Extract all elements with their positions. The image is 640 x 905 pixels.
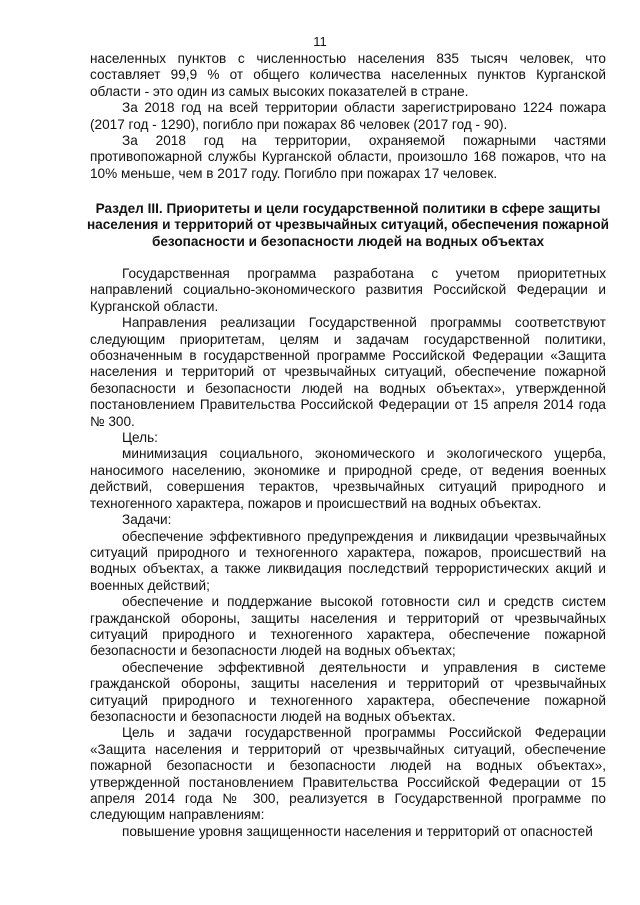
label-goal: Цель: xyxy=(122,430,158,446)
paragraph-task-2: обеспечение и поддержание высокой готовности сил и средств систем гражданской обороны, защиты населения и территорий от чрезвычайных ситуаций природного и техногенного характера, обеспечение пожарной безопасности и безопасности людей на водных объектах; xyxy=(90,594,606,659)
paragraph-implementation: Цель и задачи государственной программы Российской Федерации «Защита населения и территорий от чрезвычайных ситуаций, обеспечение пожарной безопасности и безопасности людей на водных объектах», утвержденной постановлением Правительства Российской Федерации от 15 апреля 2014 года № 300, реализуется в Государственной программе по следующим направлениям: xyxy=(90,725,606,823)
paragraph-direction-1: повышение уровня защищенности населения и территорий от опасностей xyxy=(122,823,593,839)
paragraph-population: населенных пунктов с численностью населения 835 тысяч человек, что составляет 99,9 % от общего количества населенных пунктов Курганской области - это один из самых высоких показателей в стране. xyxy=(90,51,606,99)
page-number: 11 xyxy=(313,34,327,49)
section-heading: Раздел III. Приоритеты и цели государственной политики в сфере защиты населения и территорий от чрезвычайных ситуаций, обеспечения пожарной безопасности и безопасности людей на водных объектах xyxy=(86,201,610,249)
paragraph-program-basis: Государственная программа разработана с учетом приоритетных направлений социально-экономического развития Российской Федерации и Курганской области. xyxy=(90,266,606,314)
label-tasks: Задачи: xyxy=(122,512,172,528)
paragraph-fires-protected: За 2018 год на территории, охраняемой пожарными частями противопожарной службы Курганской области, произошло 168 пожаров, что на 10% меньше, чем в 2017 году. Погибло при пожарах 17 человек. xyxy=(90,133,606,181)
paragraph-goal: минимизация социального, экономического и экологического ущерба, наносимого населению, экономике и природной среде, от ведения военных действий, совершения терактов, чрезвычайных ситуаций природного и техногенного характера, пожаров и происшествий на водных объектах. xyxy=(90,446,606,511)
main-text-block xyxy=(90,266,606,840)
paragraph-directions: Направления реализации Государственной программы соответствуют следующим приоритетам, целям и задачам государственной политики, обозначенным в государственной программе Российской Федерации «Защита населения и территорий от чрезвычайных ситуаций, обеспечение пожарной безопасности и безопасности людей на водных объектах», утвержденной постановлением Правительства Российской Федерации от 15 апреля 2014 года № 300. xyxy=(90,315,606,429)
paragraph-fires-region: За 2018 год на всей территории области зарегистрировано 1224 пожара (2017 год - 1290), погибло при пожарах 86 человек (2017 год - 90). xyxy=(90,100,606,132)
intro-text-block xyxy=(90,51,606,182)
paragraph-task-3: обеспечение эффективной деятельности и управления в системе гражданской обороны, защиты населения и территорий от чрезвычайных ситуаций природного и техногенного характера, обеспечение пожарной безопасности и безопасности людей на водных объектах. xyxy=(90,659,606,724)
paragraph-task-1: обеспечение эффективного предупреждения и ликвидации чрезвычайных ситуаций природного и техногенного характера, пожаров, происшествий на водных объектах, а также ликвидация последствий террористических акций и военных действий; xyxy=(90,528,606,593)
